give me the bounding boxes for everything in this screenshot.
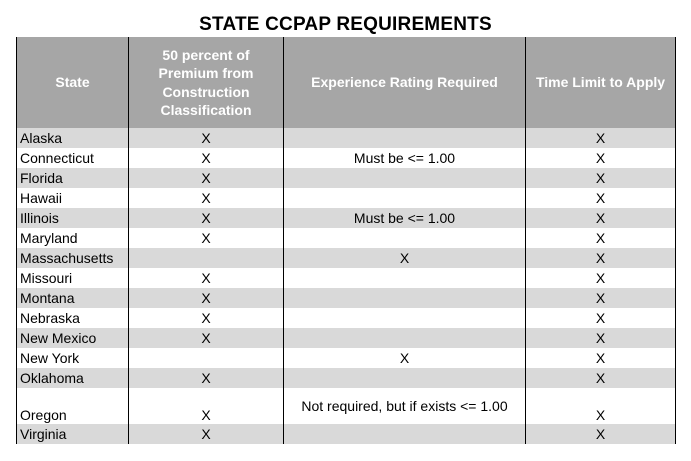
premium-cell: X xyxy=(129,208,284,228)
state-cell: Oregon xyxy=(17,388,129,424)
premium-cell: X xyxy=(129,128,284,148)
experience-cell xyxy=(284,288,526,308)
state-cell: Maryland xyxy=(17,228,129,248)
state-cell: Hawaii xyxy=(17,188,129,208)
premium-cell: X xyxy=(129,228,284,248)
table-row xyxy=(17,388,676,424)
time-limit-cell: X xyxy=(526,424,676,444)
state-cell: New York xyxy=(17,348,129,368)
state-cell: Florida xyxy=(17,168,129,188)
experience-cell xyxy=(284,128,526,148)
state-cell: Montana xyxy=(17,288,129,308)
column-header-experience: Experience Rating Required xyxy=(284,37,526,128)
experience-cell: X xyxy=(284,248,526,268)
state-cell: Nebraska xyxy=(17,308,129,328)
experience-cell xyxy=(284,168,526,188)
table-row xyxy=(17,268,676,288)
premium-cell: X xyxy=(129,188,284,208)
table-row xyxy=(17,228,676,248)
premium-cell: X xyxy=(129,168,284,188)
state-cell: Illinois xyxy=(17,208,129,228)
table-row xyxy=(17,424,676,444)
time-limit-cell: X xyxy=(526,288,676,308)
table-row xyxy=(17,248,676,268)
premium-cell: X xyxy=(129,308,284,328)
time-limit-cell: X xyxy=(526,128,676,148)
time-limit-cell: X xyxy=(526,148,676,168)
state-cell: Missouri xyxy=(17,268,129,288)
experience-cell xyxy=(284,424,526,444)
experience-cell: Not required, but if exists <= 1.00 xyxy=(284,388,526,424)
time-limit-cell: X xyxy=(526,188,676,208)
time-limit-cell: X xyxy=(526,168,676,188)
experience-cell xyxy=(284,188,526,208)
experience-cell: Must be <= 1.00 xyxy=(284,208,526,228)
requirements-table xyxy=(16,37,676,444)
premium-cell: X xyxy=(129,148,284,168)
time-limit-cell: X xyxy=(526,328,676,348)
state-cell: Massachusetts xyxy=(17,248,129,268)
premium-cell xyxy=(129,248,284,268)
table-row xyxy=(17,328,676,348)
table-row xyxy=(17,348,676,368)
page-title: STATE CCPAP REQUIREMENTS xyxy=(199,14,492,35)
state-cell: Virginia xyxy=(17,424,129,444)
time-limit-cell: X xyxy=(526,248,676,268)
time-limit-cell: X xyxy=(526,368,676,388)
experience-cell xyxy=(284,368,526,388)
state-cell: New Mexico xyxy=(17,328,129,348)
premium-cell: X xyxy=(129,388,284,424)
table-row xyxy=(17,148,676,168)
time-limit-cell: X xyxy=(526,228,676,248)
experience-cell xyxy=(284,308,526,328)
table-row xyxy=(17,368,676,388)
time-limit-cell: X xyxy=(526,388,676,424)
time-limit-cell: X xyxy=(526,348,676,368)
premium-cell: X xyxy=(129,288,284,308)
state-cell: Connecticut xyxy=(17,148,129,168)
column-header-time-limit: Time Limit to Apply xyxy=(526,37,676,128)
experience-cell: Must be <= 1.00 xyxy=(284,148,526,168)
table-row xyxy=(17,168,676,188)
experience-cell xyxy=(284,228,526,248)
premium-cell: X xyxy=(129,424,284,444)
experience-cell xyxy=(284,268,526,288)
time-limit-cell: X xyxy=(526,208,676,228)
premium-cell xyxy=(129,348,284,368)
column-header-state: State xyxy=(17,37,129,128)
experience-cell: X xyxy=(284,348,526,368)
table-row xyxy=(17,208,676,228)
table-row xyxy=(17,128,676,148)
header-row xyxy=(17,37,676,128)
table-row xyxy=(17,288,676,308)
state-cell: Alaska xyxy=(17,128,129,148)
column-header-premium: 50 percent of Premium from Construction Classification xyxy=(129,37,284,128)
premium-cell: X xyxy=(129,328,284,348)
time-limit-cell: X xyxy=(526,268,676,288)
table-row xyxy=(17,188,676,208)
experience-cell xyxy=(284,328,526,348)
table-row xyxy=(17,308,676,328)
time-limit-cell: X xyxy=(526,308,676,328)
state-cell: Oklahoma xyxy=(17,368,129,388)
premium-cell: X xyxy=(129,368,284,388)
premium-cell: X xyxy=(129,268,284,288)
